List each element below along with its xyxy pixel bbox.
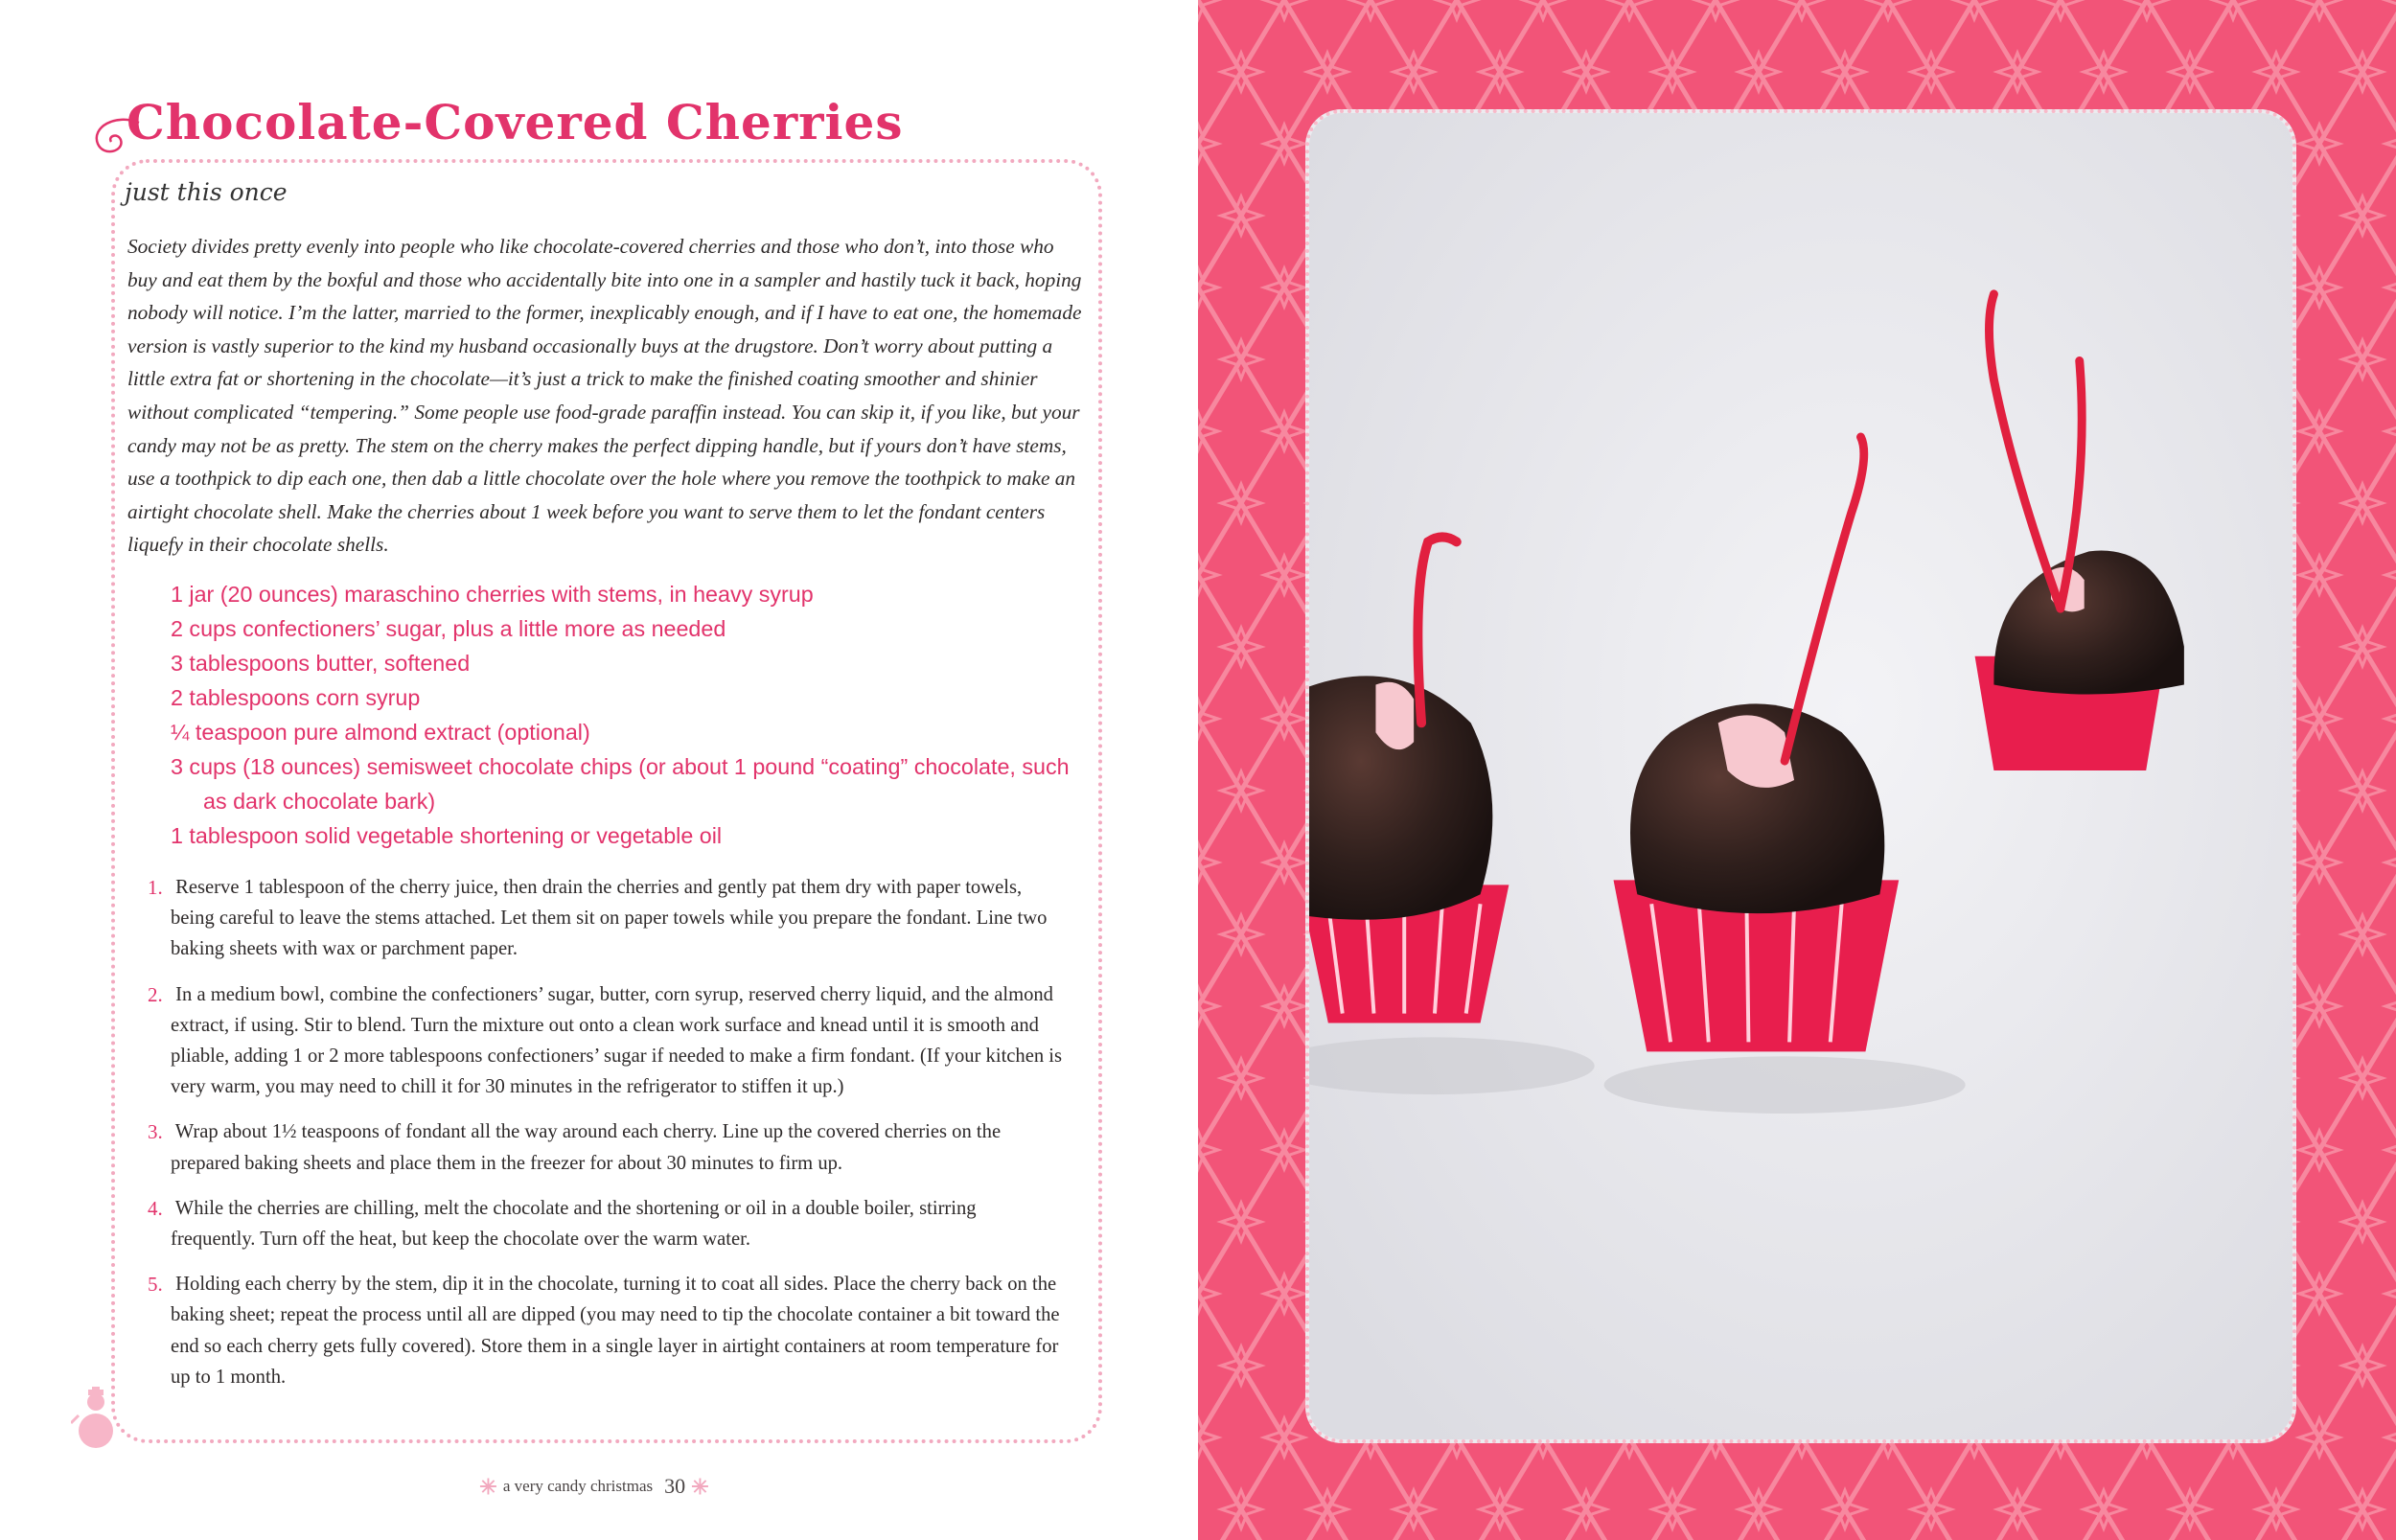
ingredient-list [171,577,1081,853]
instruction-step [148,1193,1063,1254]
step-text: Holding each cherry by the stem, dip it in the chocolate, turning it to coat all sides. Place the cherry back on the baking sheet; repeat the process until all are dipped (you may need to tip the chocolate container a bit toward the end so each cherry gets fully covered). Store them in a single layer in airtight containers at room temperature for up to 1 month. [171,1274,1060,1388]
snowflake-icon [479,1477,497,1496]
snowflake-icon [691,1477,709,1496]
step-number: 2. [148,982,163,1006]
step-number: 4. [148,1196,163,1220]
instruction-step [148,979,1063,1103]
ingredient-item: 3 tablespoons butter, softened [171,651,471,676]
ingredient-item: 1 jar (20 ounces) maraschino cherries with stems, in heavy syrup [171,582,814,607]
recipe-tag: just this once [125,178,288,206]
instruction-step [148,872,1063,965]
step-number: 5. [148,1273,163,1297]
right-page [1198,0,2396,1540]
page-footer [479,1472,709,1501]
ingredient-item: ¼ teaspoon pure almond extract (optional) [171,720,590,745]
ingredient-item: 1 tablespoon solid vegetable shortening or vegetable oil [171,823,723,848]
recipe-intro: Society divides pretty evenly into people who like chocolate-covered cherries and those who don’t, into those who buy and eat them by the boxful and those who accidentally bite into one in a sampler and hastily tuck it back, hoping nobody will notice. I’m the latter, married to the former, inexplicably enough, and if I have to eat one, the homemade version is vastly superior to the kind my husband occasionally buys at the drugstore. Don’t worry about putting a little extra fat or shortening in the chocolate—it’s just a trick to make the finished coating smoother and shinier without complicated “tempering.” Some people use food-grade paraffin instead. You can skip it, if you like, but your candy may not be as pretty. The stem on the cherry makes the perfect dipping handle, but if yours don’t have stems, use a toothpick to dip each one, then dab a little chocolate over the hole where you remove the toothpick to make an airtight chocolate shell. Make the cherries about 1 week before you want to serve them to let the fondant centers liquefy in their chocolate shells. [127,235,1082,557]
recipe-title: Chocolate-Covered Cherries [127,94,904,150]
step-text: Wrap about 1½ teaspoons of fondant all the way around each cherry. Line up the covered cherries on the prepared baking sheets and place them in the freezer for about 30 minutes to firm up. [171,1121,1002,1174]
ingredient-item: 3 cups (18 ounces) semisweet chocolate chips (or about 1 pound “coating” chocolate, such as dark chocolate bark) [171,754,1070,814]
page-number: 30 [664,1474,686,1498]
step-text: Reserve 1 tablespoon of the cherry juice, then drain the cherries and gently pat them dry with paper towels, being careful to leave the stems attached. Let them sit on paper towels while you prepare the fondant. Line two baking sheets with wax or parchment paper. [171,877,1048,960]
instruction-step [148,1269,1063,1392]
instruction-step [148,1116,1063,1178]
chocolate-cherries-photo [1309,113,2292,1439]
ingredient-item: 2 cups confectioners’ sugar, plus a little more as needed [171,616,726,641]
instruction-list [148,872,1063,1407]
book-title: a very candy christmas [502,1477,654,1495]
snowman-icon [71,1387,119,1454]
step-number: 1. [148,876,163,899]
cherry-photo-frame [1305,109,2296,1443]
step-text: While the cherries are chilling, melt the chocolate and the shortening or oil in a double boiler, stirring frequently. Turn off the heat, but keep the chocolate over the warm water. [171,1197,977,1251]
ingredient-item: 2 tablespoons corn syrup [171,685,421,710]
step-number: 3. [148,1120,163,1144]
step-text: In a medium bowl, combine the confectioners’ sugar, butter, corn syrup, reserved cherry liquid, and the almond extract, if using. Stir to blend. Turn the mixture out onto a clean work surface and knead until it is smooth and pliable, adding 1 or 2 more tablespoons confectioners’ sugar if needed to make a firm fondant. (If your kitchen is very warm, you may need to chill it for 30 minutes in the refrigerator to stiffen it up.) [171,983,1063,1098]
